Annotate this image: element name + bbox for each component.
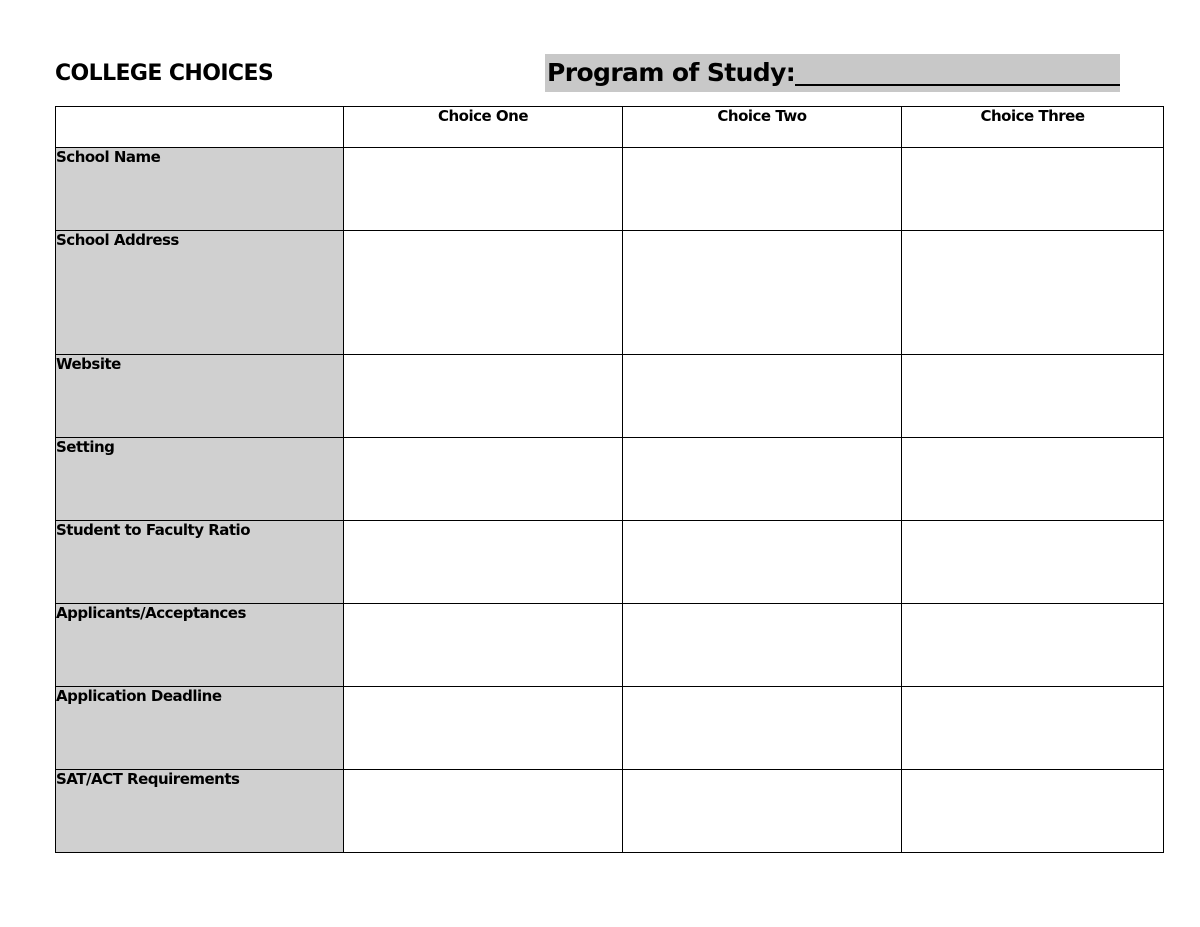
table-row bbox=[56, 231, 1164, 355]
college-choices-table bbox=[55, 106, 1164, 853]
cell-setting-choice-one[interactable] bbox=[344, 438, 623, 521]
cell-school-name-choice-one[interactable] bbox=[344, 148, 623, 231]
column-header-choice-two: Choice Two bbox=[623, 107, 902, 148]
cell-ratio-choice-three[interactable] bbox=[902, 521, 1164, 604]
cell-school-address-choice-two[interactable] bbox=[623, 231, 902, 355]
table-row bbox=[56, 148, 1164, 231]
cell-ratio-choice-one[interactable] bbox=[344, 521, 623, 604]
cell-website-choice-one[interactable] bbox=[344, 355, 623, 438]
table-row bbox=[56, 604, 1164, 687]
cell-school-address-choice-three[interactable] bbox=[902, 231, 1164, 355]
document-title: COLLEGE CHOICES bbox=[55, 61, 274, 86]
table-row bbox=[56, 521, 1164, 604]
row-label-school-address: School Address bbox=[56, 231, 344, 355]
program-of-study-label: Program of Study: bbox=[547, 58, 796, 87]
cell-applicants-choice-three[interactable] bbox=[902, 604, 1164, 687]
table-header-row bbox=[56, 107, 1164, 148]
program-of-study-field[interactable] bbox=[545, 54, 1120, 92]
cell-setting-choice-three[interactable] bbox=[902, 438, 1164, 521]
table-row bbox=[56, 438, 1164, 521]
cell-ratio-choice-two[interactable] bbox=[623, 521, 902, 604]
cell-deadline-choice-two[interactable] bbox=[623, 687, 902, 770]
cell-applicants-choice-one[interactable] bbox=[344, 604, 623, 687]
cell-applicants-choice-two[interactable] bbox=[623, 604, 902, 687]
row-label-website: Website bbox=[56, 355, 344, 438]
cell-school-name-choice-three[interactable] bbox=[902, 148, 1164, 231]
table-row bbox=[56, 355, 1164, 438]
cell-sat-act-choice-one[interactable] bbox=[344, 770, 623, 853]
corner-cell bbox=[56, 107, 344, 148]
cell-website-choice-two[interactable] bbox=[623, 355, 902, 438]
row-label-application-deadline: Application Deadline bbox=[56, 687, 344, 770]
program-of-study-blank[interactable] bbox=[795, 54, 1120, 86]
cell-website-choice-three[interactable] bbox=[902, 355, 1164, 438]
cell-school-address-choice-one[interactable] bbox=[344, 231, 623, 355]
column-header-choice-three: Choice Three bbox=[902, 107, 1164, 148]
row-label-school-name: School Name bbox=[56, 148, 344, 231]
table-row bbox=[56, 687, 1164, 770]
cell-school-name-choice-two[interactable] bbox=[623, 148, 902, 231]
cell-sat-act-choice-three[interactable] bbox=[902, 770, 1164, 853]
cell-sat-act-choice-two[interactable] bbox=[623, 770, 902, 853]
cell-setting-choice-two[interactable] bbox=[623, 438, 902, 521]
cell-deadline-choice-three[interactable] bbox=[902, 687, 1164, 770]
row-label-student-faculty-ratio: Student to Faculty Ratio bbox=[56, 521, 344, 604]
row-label-setting: Setting bbox=[56, 438, 344, 521]
row-label-sat-act-requirements: SAT/ACT Requirements bbox=[56, 770, 344, 853]
table-row bbox=[56, 770, 1164, 853]
cell-deadline-choice-one[interactable] bbox=[344, 687, 623, 770]
column-header-choice-one: Choice One bbox=[344, 107, 623, 148]
row-label-applicants-acceptances: Applicants/Acceptances bbox=[56, 604, 344, 687]
